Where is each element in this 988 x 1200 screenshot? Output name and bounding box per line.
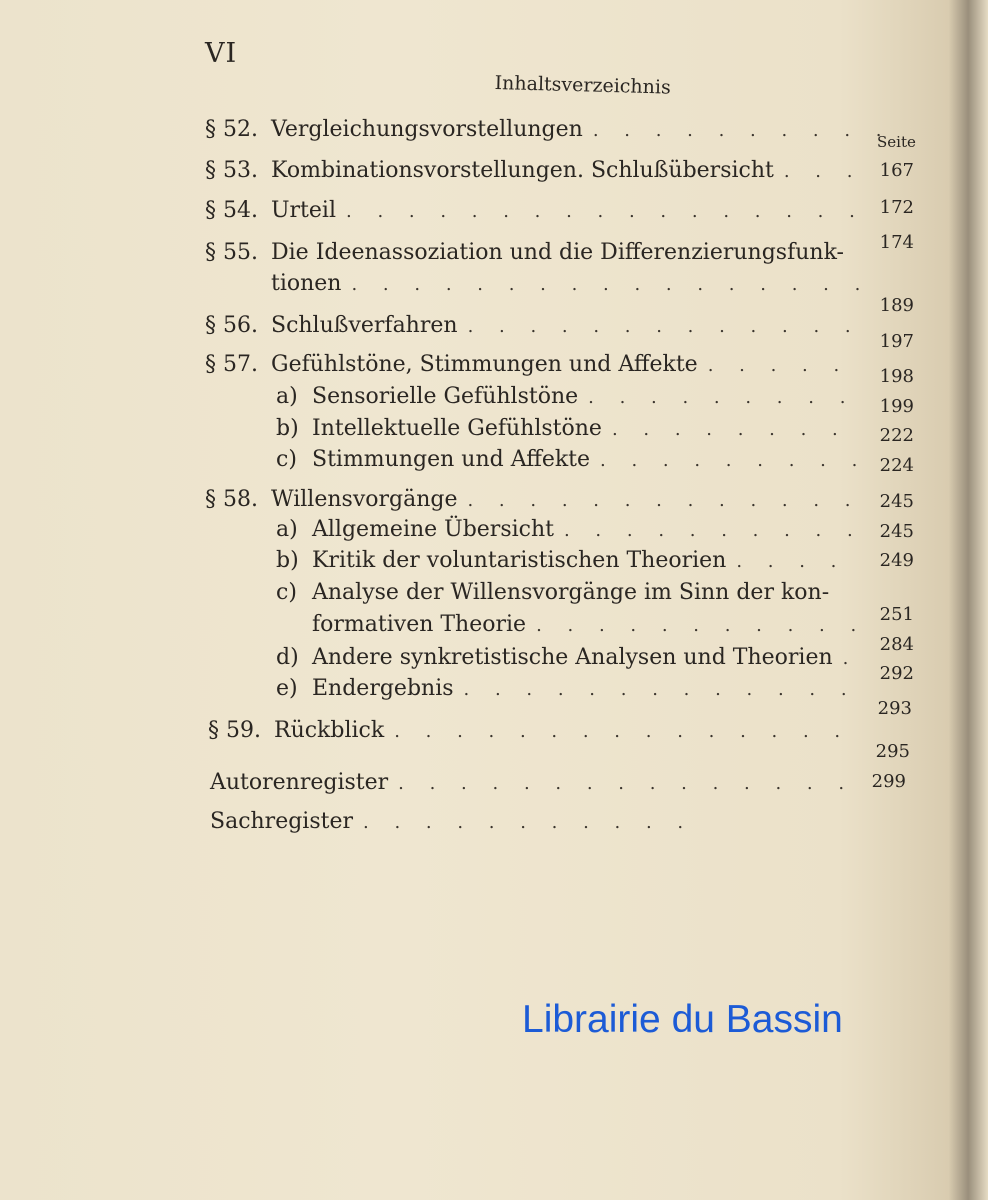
entry-title: Autorenregister (210, 770, 389, 795)
entry-page: 284 (879, 634, 914, 655)
toc-entry (205, 352, 865, 377)
toc-entry (210, 809, 700, 834)
toc-entry (205, 240, 905, 265)
section-number: § 58. (205, 487, 258, 512)
watermark-text: Librairie du Bassin (522, 998, 843, 1041)
page-number: VI (205, 38, 238, 69)
toc-entry-continuation (271, 271, 871, 296)
entry-title: Urteil (271, 198, 336, 223)
dot-leader (784, 161, 855, 182)
dot-leader (346, 201, 855, 222)
dot-leader (612, 419, 856, 440)
entry-title: Allgemeine Übersicht (312, 517, 554, 542)
entry-title: Stimmungen und Affekte (312, 447, 591, 472)
toc-subentry (276, 384, 866, 409)
section-number: § 53. (205, 158, 258, 183)
toc-entry (205, 117, 913, 142)
toc-subentry (276, 580, 896, 605)
entry-page: 292 (879, 663, 914, 684)
entry-page: 174 (879, 232, 914, 253)
toc-entry (205, 198, 865, 223)
entry-page: 249 (879, 550, 914, 571)
entry-title: Die Ideenassoziation und die Differenzierungsfunk- (271, 240, 844, 265)
entry-page: 172 (879, 197, 914, 218)
entry-page: 295 (875, 741, 910, 762)
subsection-letter: b) (276, 548, 299, 573)
entry-title: Sachregister (210, 809, 353, 834)
entry-title: Andere synkretistische Analysen und Theorien (312, 645, 833, 670)
dot-leader (588, 387, 856, 408)
section-number: § 59. (208, 718, 261, 743)
subsection-letter: a) (276, 384, 298, 409)
entry-page: 197 (879, 331, 914, 352)
dot-leader (398, 773, 860, 794)
entry-title: Intellektuelle Gefühlstöne (312, 416, 602, 441)
entry-title: Vergleichungsvorstellungen (271, 117, 583, 142)
toc-subentry (276, 416, 866, 441)
entry-page: 189 (879, 295, 914, 316)
toc-subentry (276, 645, 866, 670)
entry-page: 251 (879, 604, 914, 625)
entry-title: Analyse der Willensvorgänge im Sinn der kon- (312, 580, 830, 605)
entry-title: Schlußverfahren (271, 313, 458, 338)
toc-entry (205, 313, 865, 338)
dot-leader (708, 355, 855, 376)
toc-entry (210, 770, 870, 795)
entry-title: Gefühlstöne, Stimmungen und Affekte (271, 352, 698, 377)
subsection-letter: d) (276, 645, 299, 670)
dot-leader (467, 490, 855, 511)
toc-subentry (276, 548, 866, 573)
dot-leader (600, 450, 856, 471)
entry-title: Rückblick (274, 718, 385, 743)
entry-page: 293 (877, 698, 912, 719)
dot-leader (843, 648, 856, 669)
running-head: Inhaltsverzeichnis (494, 72, 672, 99)
dot-leader (536, 615, 856, 636)
section-number: § 57. (205, 352, 258, 377)
entry-title-continued: formativen Theorie (312, 612, 527, 637)
entry-page: 245 (879, 491, 914, 512)
dot-leader (564, 520, 856, 541)
toc-subentry (276, 447, 866, 472)
section-number: § 55. (205, 240, 258, 265)
dot-leader (464, 679, 856, 700)
dot-leader (593, 120, 903, 141)
toc-entry (208, 718, 868, 743)
entry-title: Kritik der voluntaristischen Theorien (312, 548, 727, 573)
toc-subentry (276, 676, 866, 701)
subsection-letter: c) (276, 580, 297, 605)
entry-page: 198 (879, 366, 914, 387)
dot-leader (468, 316, 855, 337)
subsection-letter: a) (276, 517, 298, 542)
subsection-letter: e) (276, 676, 298, 701)
entry-page: 222 (879, 425, 914, 446)
seite-label: Seite (877, 133, 916, 151)
section-number: § 52. (205, 117, 258, 142)
section-number: § 56. (205, 313, 258, 338)
entry-page: 167 (879, 160, 914, 181)
dot-leader (736, 551, 856, 572)
entry-page: 224 (879, 455, 914, 476)
entry-page: 299 (871, 771, 906, 792)
dot-leader (363, 812, 690, 833)
subsection-letter: b) (276, 416, 299, 441)
entry-title: Kombinationsvorstellungen. Schlußübersicht (271, 158, 774, 183)
toc-subentry-continuation (312, 612, 866, 637)
section-number: § 54. (205, 198, 258, 223)
toc-entry (205, 158, 865, 183)
entry-page: 199 (879, 396, 914, 417)
toc-subentry (276, 517, 866, 542)
entry-title: Endergebnis (312, 676, 454, 701)
entry-title-continued: tionen (271, 271, 342, 296)
entry-title: Willensvorgänge (271, 487, 458, 512)
entry-title: Sensorielle Gefühlstöne (312, 384, 579, 409)
entry-page: 245 (879, 521, 914, 542)
dot-leader (351, 274, 861, 295)
subsection-letter: c) (276, 447, 297, 472)
toc-entry (205, 487, 865, 512)
dot-leader (394, 721, 858, 742)
